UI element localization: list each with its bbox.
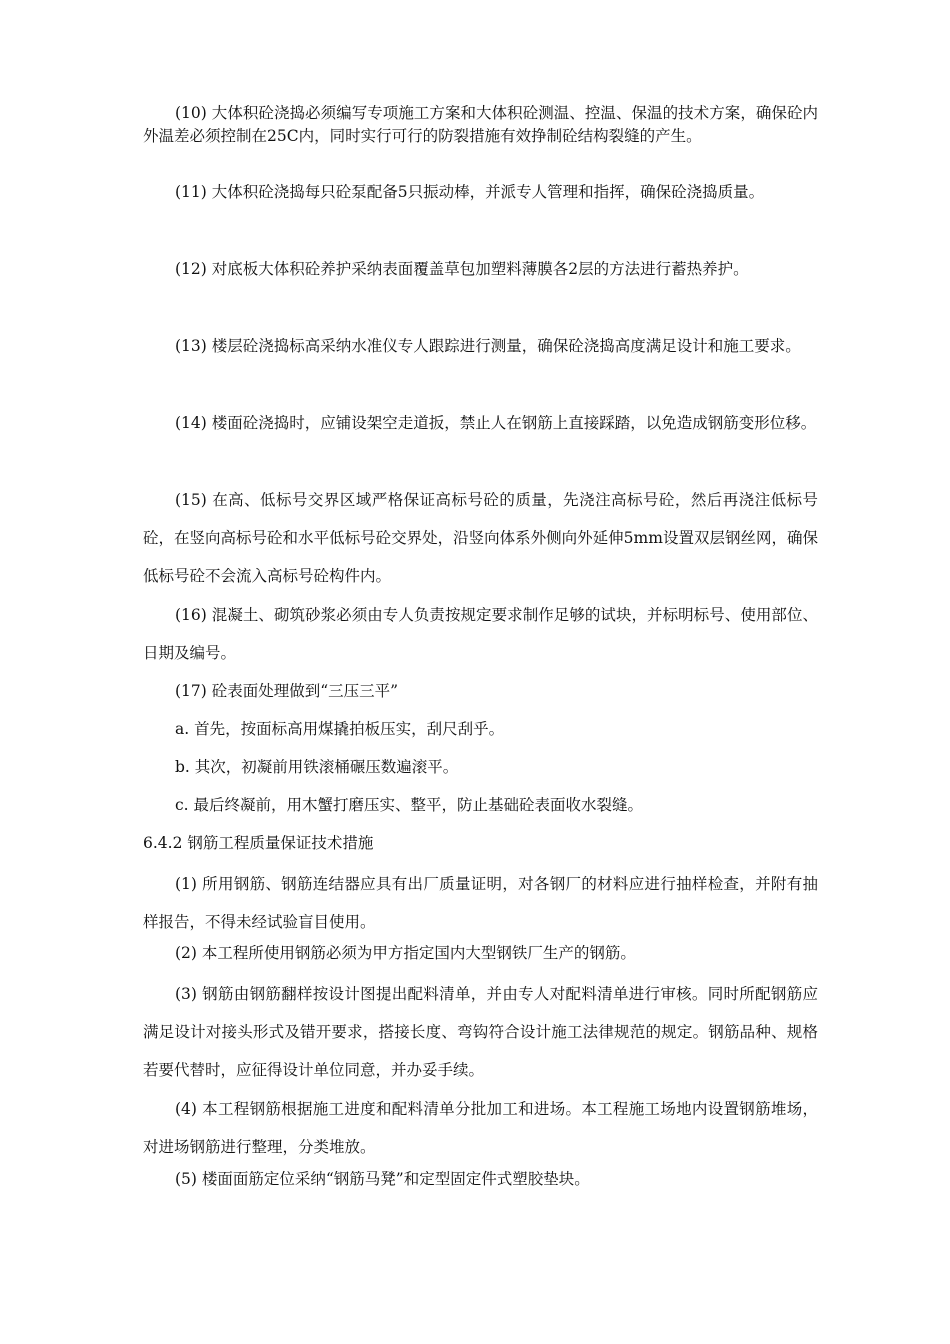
paragraph-14: (14) 楼面砼浇捣时，应铺设架空走道扳，禁止人在钢筋上直接踩踏，以免造成钢筋变形位移。 [175,414,817,432]
paragraph-3: (3) 钢筋由钢筋翻样按设计图提出配料清单，并由专人对配料清单进行审核。同时所配钢筋应满足设计对接头形式及错开要求，搭接长度、弯钩符合设计施工法律规范的规定。钢筋品种、规格若要代替时，应征得设计单位同意，并办妥手续。 [143,985,818,1079]
list-item-a: a. 首先，按面标高用煤撬拍板压实，刮尺刮乎。 [175,720,505,738]
paragraph-10: (10) 大体积砼浇捣必须编写专项施工方案和大体积砼测温、控温、保温的技术方案，确保砼内外温差必须控制在25C内，同时实行可行的防裂措施有效挣制砼结构裂缝的产生。 [143,104,818,145]
paragraph-13: (13) 楼层砼浇捣标高采纳水准仪专人跟踪进行测量，确保砼浇捣高度满足设计和施工要求。 [175,337,801,355]
paragraph-2: (2) 本工程所使用钢筋必须为甲方指定国内大型钢铁厂生产的钢筋。 [175,944,636,962]
paragraph-12: (12) 对底板大体积砼养护采纳表面覆盖草包加塑料薄膜各2层的方法进行蓄热养护。 [175,260,749,278]
list-item-b: b. 其次，初凝前用铁滚桶碾压数遍滚平。 [175,758,459,776]
list-item-c: c. 最后终凝前，用木蟹打磨压实、整平，防止基础砼表面收水裂缝。 [175,796,644,814]
paragraph-1: (1) 所用钢筋、钢筋连结器应具有出厂质量证明，对各钢厂的材料应进行抽样检查，并附有抽样报告，不得未经试验盲目使用。 [143,875,818,931]
paragraph-4: (4) 本工程钢筋根据施工进度和配料清单分批加工和进场。本工程施工场地内设置钢筋堆场，对进场钢筋进行整理，分类堆放。 [143,1100,818,1156]
paragraph-17: (17) 砼表面处理做到“三压三平” [175,682,399,700]
paragraph-11: (11) 大体积砼浇捣每只砼泵配备5只振动棒，并派专人管理和指挥，确保砼浇捣质量。 [175,183,765,201]
section-heading-6-4-2: 6.4.2 钢筋工程质量保证技术措施 [143,834,374,852]
paragraph-15: (15) 在高、低标号交界区域严格保证高标号砼的质量，先浇注高标号砼，然后再浇注低标号砼，在竖向高标号砼和水平低标号砼交界处，沿竖向体系外侧向外延伸5mm设置双层钢丝网，确保低标号砼不会流入高标号砼构件内。 [143,491,818,585]
paragraph-16: (16) 混凝土、砌筑砂浆必须由专人负责按规定要求制作足够的试块，并标明标号、使用部位、日期及编号。 [143,606,818,662]
paragraph-5: (5) 楼面面筋定位采纳“钢筋马凳”和定型固定件式塑胶垫块。 [175,1170,590,1188]
